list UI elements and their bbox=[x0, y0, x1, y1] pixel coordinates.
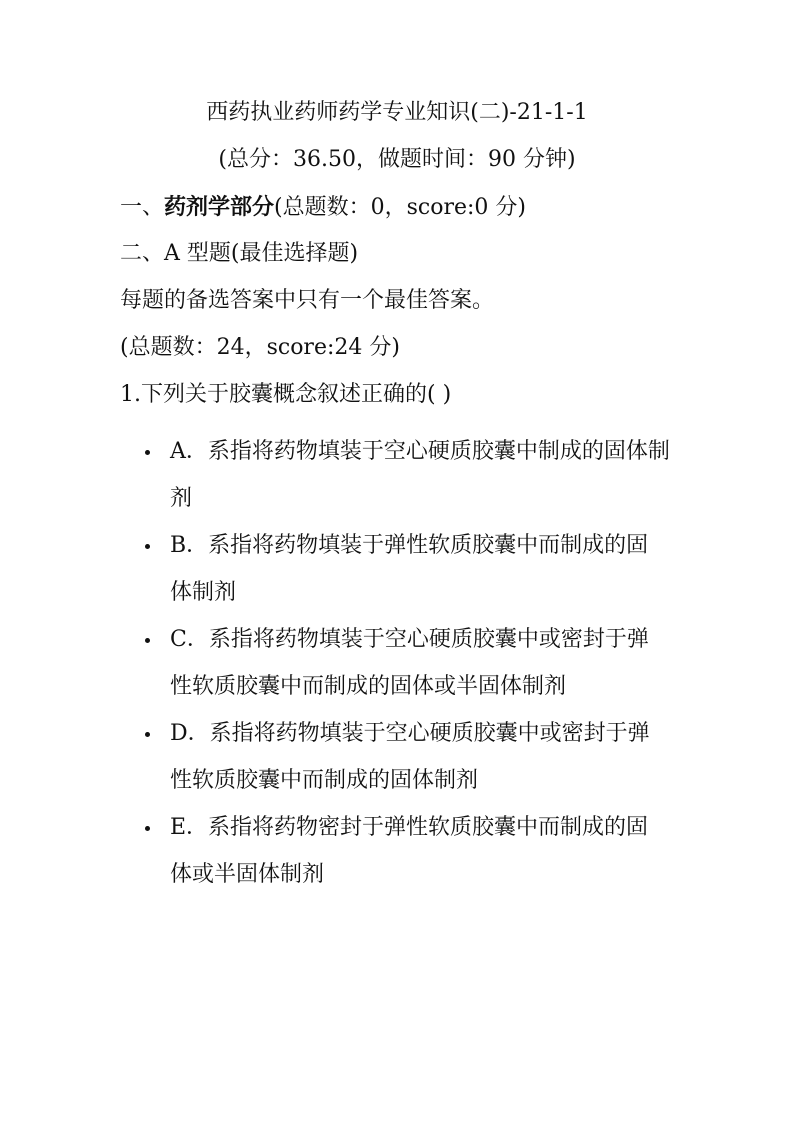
bullet-icon bbox=[145, 732, 150, 737]
answer-option-b[interactable] bbox=[170, 522, 670, 616]
section-one-prefix: 一、 bbox=[120, 195, 165, 220]
answer-option-e[interactable] bbox=[170, 804, 670, 898]
section-one-name: 药剂学部分 bbox=[164, 194, 275, 220]
section-one-heading bbox=[120, 192, 526, 223]
bullet-icon bbox=[145, 638, 150, 643]
answer-option-c[interactable] bbox=[170, 616, 670, 710]
question-text: 1.下列关于胶囊概念叙述正确的( ) bbox=[120, 382, 452, 407]
document-subtitle: (总分：36.50，做题时间：90 分钟) bbox=[218, 147, 576, 172]
answer-option-label: E．系指将药物密封于弹性软质胶囊中而制成的固体或半固体制剂 bbox=[170, 815, 649, 887]
answer-options-list bbox=[0, 428, 794, 898]
bullet-icon bbox=[145, 826, 150, 831]
answer-option-a[interactable] bbox=[170, 428, 670, 522]
bullet-icon bbox=[145, 450, 150, 455]
answer-option-label: A．系指将药物填装于空心硬质胶囊中制成的固体制剂 bbox=[170, 439, 670, 511]
answer-option-label: B．系指将药物填装于弹性软质胶囊中而制成的固体制剂 bbox=[170, 533, 649, 605]
section-one-info: (总题数：0，score:0 分) bbox=[274, 195, 526, 220]
bullet-icon bbox=[145, 544, 150, 549]
answer-option-label: C．系指将药物填装于空心硬质胶囊中或密封于弹性软质胶囊中而制成的固体或半固体制剂 bbox=[170, 627, 649, 699]
answer-option-d[interactable] bbox=[170, 710, 670, 804]
document-title: 西药执业药师药学专业知识(二)-21-1-1 bbox=[206, 100, 588, 125]
section-two-instruction: 每题的备选答案中只有一个最佳答案。 bbox=[120, 288, 495, 313]
section-two-heading: 二、A 型题(最佳选择题) bbox=[120, 241, 359, 266]
section-two-info: (总题数：24，score:24 分) bbox=[120, 335, 400, 360]
answer-option-label: D．系指将药物填装于空心硬质胶囊中或密封于弹性软质胶囊中而制成的固体制剂 bbox=[170, 721, 650, 793]
